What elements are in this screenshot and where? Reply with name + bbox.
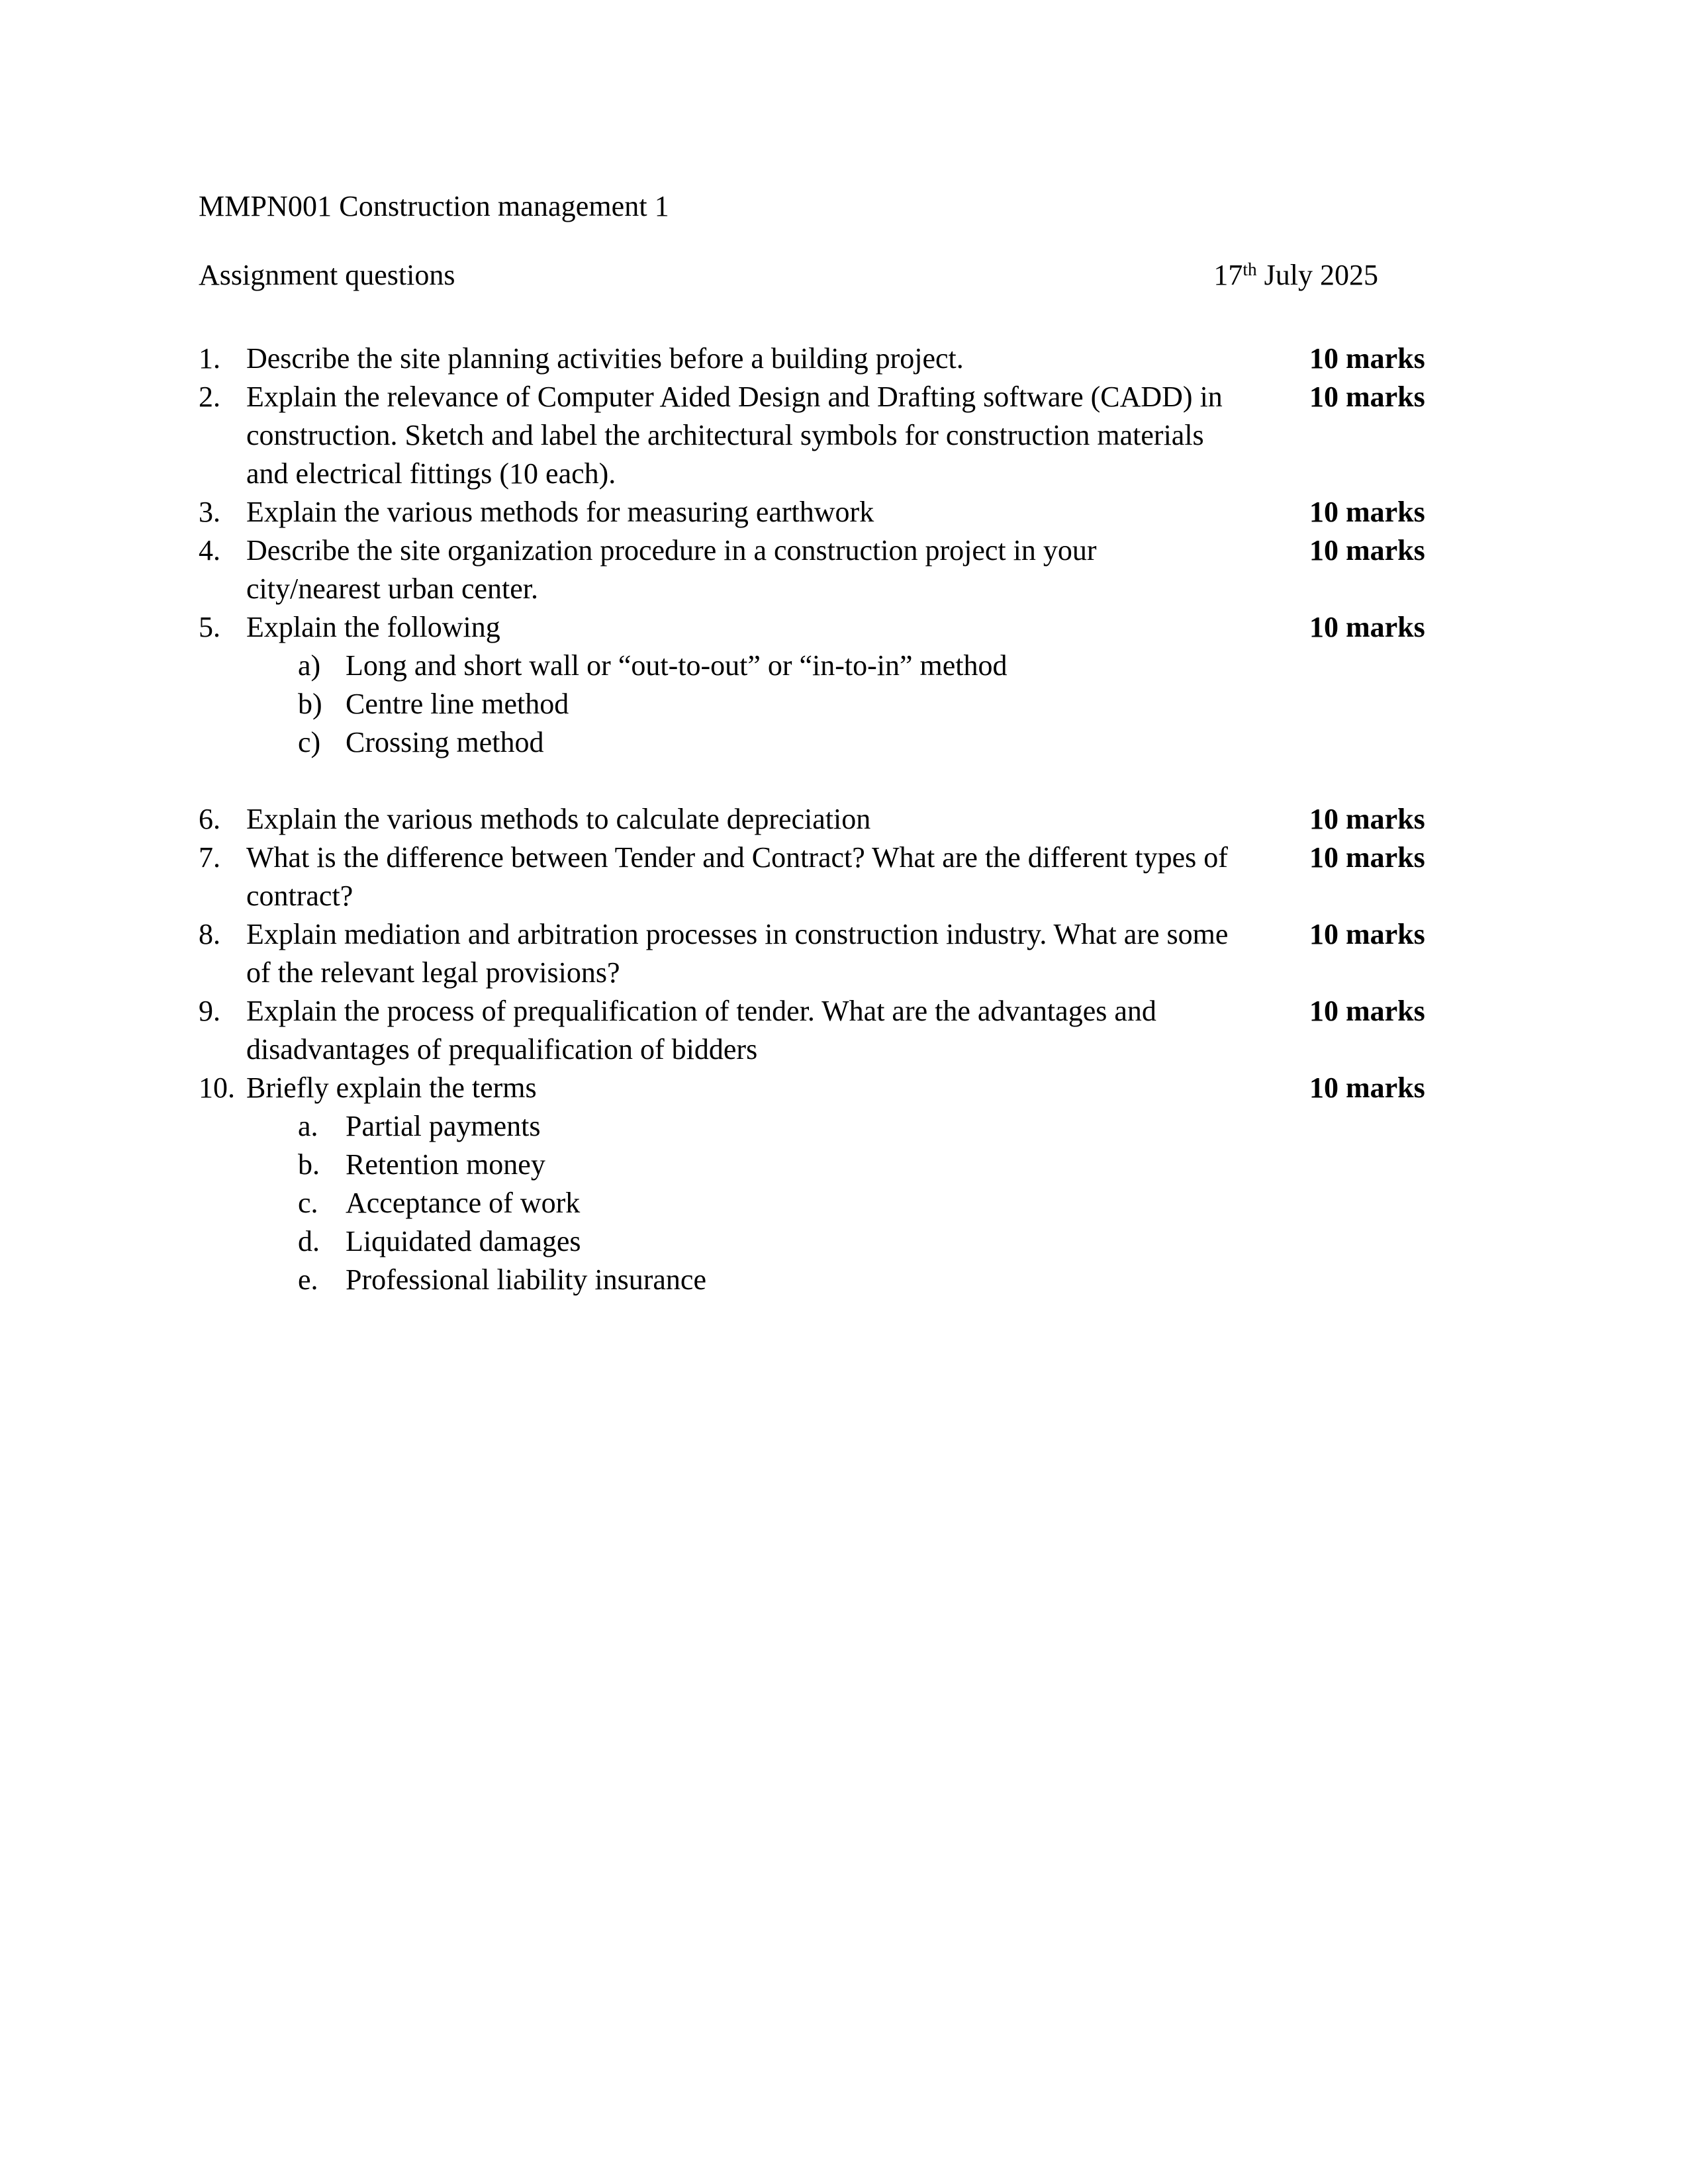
question-text: Explain the various methods to calculate depreciation bbox=[246, 803, 871, 835]
question-item bbox=[199, 608, 1456, 647]
assignment-header-row bbox=[199, 258, 1378, 292]
question-marks: 10 marks bbox=[1309, 803, 1425, 835]
question-item bbox=[199, 378, 1456, 493]
question-text: Explain the process of prequalification of tender. What are the advantages and disadvantages of prequalification of bidders bbox=[246, 995, 1156, 1066]
question-marks: 10 marks bbox=[1309, 342, 1425, 375]
question-number: 6. bbox=[199, 803, 220, 835]
sub-question-list bbox=[199, 1107, 1456, 1299]
question-text: Explain mediation and arbitration processes in construction industry. What are some of the relevant legal provisions? bbox=[246, 918, 1229, 989]
sub-question-marker: b. bbox=[298, 1148, 320, 1181]
question-text: Explain the various methods for measuring earthwork bbox=[246, 496, 874, 528]
question-number: 2. bbox=[199, 381, 220, 413]
course-title: MMPN001 Construction management 1 bbox=[199, 190, 669, 222]
sub-question-marker: c. bbox=[298, 1187, 318, 1219]
question-item bbox=[199, 839, 1456, 915]
question-item bbox=[199, 1069, 1456, 1107]
question-item bbox=[199, 531, 1456, 608]
page-content bbox=[199, 192, 1456, 1299]
question-text: Describe the site planning activities before a building project. bbox=[246, 342, 964, 375]
assignment-date bbox=[1213, 258, 1378, 292]
question-marks: 10 marks bbox=[1309, 1071, 1425, 1104]
question-item bbox=[199, 340, 1456, 378]
question-marks: 10 marks bbox=[1309, 611, 1425, 643]
date-month-year: July 2025 bbox=[1256, 259, 1378, 291]
question-item bbox=[199, 915, 1456, 992]
questions-list bbox=[199, 340, 1456, 1299]
question-item bbox=[199, 493, 1456, 531]
sub-question-item bbox=[199, 1184, 1456, 1222]
question-marks: 10 marks bbox=[1309, 534, 1425, 567]
sub-question-text: Liquidated damages bbox=[346, 1225, 581, 1257]
date-ordinal-suffix: th bbox=[1243, 259, 1257, 279]
sub-question-text: Retention money bbox=[346, 1148, 545, 1181]
question-body bbox=[199, 992, 1284, 1069]
sub-question-marker: c) bbox=[298, 726, 321, 758]
question-number: 1. bbox=[199, 342, 220, 375]
sub-question-item bbox=[199, 1146, 1456, 1184]
question-body bbox=[199, 1069, 1284, 1107]
question-number: 7. bbox=[199, 841, 220, 874]
question-marks: 10 marks bbox=[1309, 841, 1425, 874]
sub-question-marker: a) bbox=[298, 649, 321, 682]
sub-question-item bbox=[199, 685, 1456, 723]
sub-question-marker: b) bbox=[298, 688, 322, 720]
question-body bbox=[199, 608, 1284, 647]
question-text: Briefly explain the terms bbox=[246, 1071, 537, 1104]
question-body bbox=[199, 378, 1284, 493]
sub-question-marker: d. bbox=[298, 1225, 320, 1257]
sub-question-marker: e. bbox=[298, 1263, 318, 1296]
sub-question-text: Centre line method bbox=[346, 688, 569, 720]
sub-question-item bbox=[199, 1107, 1456, 1146]
sub-question-text: Acceptance of work bbox=[346, 1187, 581, 1219]
question-marks: 10 marks bbox=[1309, 381, 1425, 413]
question-marks: 10 marks bbox=[1309, 995, 1425, 1027]
question-item bbox=[199, 800, 1456, 839]
sub-question-item bbox=[199, 1222, 1456, 1261]
question-body bbox=[199, 340, 1284, 378]
sub-question-marker: a. bbox=[298, 1110, 318, 1142]
sub-question-text: Partial payments bbox=[346, 1110, 541, 1142]
question-body bbox=[199, 915, 1284, 992]
date-day: 17 bbox=[1213, 259, 1243, 291]
question-number: 8. bbox=[199, 918, 220, 950]
sub-question-list bbox=[199, 647, 1456, 762]
question-item bbox=[199, 992, 1456, 1069]
question-number: 3. bbox=[199, 496, 220, 528]
question-marks: 10 marks bbox=[1309, 496, 1425, 528]
assignment-subtitle: Assignment questions bbox=[199, 259, 455, 291]
sub-question-text: Long and short wall or “out-to-out” or “in-to-in” method bbox=[346, 649, 1008, 682]
question-text: Explain the following bbox=[246, 611, 500, 643]
question-text: What is the difference between Tender and Contract? What are the different types of contract? bbox=[246, 841, 1228, 912]
question-body bbox=[199, 800, 1284, 839]
question-number: 4. bbox=[199, 534, 220, 567]
question-body bbox=[199, 493, 1284, 531]
sub-question-text: Professional liability insurance bbox=[346, 1263, 706, 1296]
sub-question-text: Crossing method bbox=[346, 726, 544, 758]
question-marks: 10 marks bbox=[1309, 918, 1425, 950]
paragraph-spacer bbox=[199, 762, 1456, 800]
question-body bbox=[199, 839, 1284, 915]
question-text: Describe the site organization procedure in a construction project in your city/nearest urban center. bbox=[246, 534, 1097, 605]
question-number: 9. bbox=[199, 995, 220, 1027]
sub-question-item bbox=[199, 647, 1456, 685]
sub-question-item bbox=[199, 1261, 1456, 1299]
question-number: 5. bbox=[199, 611, 220, 643]
question-number: 10. bbox=[199, 1071, 235, 1104]
sub-question-item bbox=[199, 723, 1456, 762]
question-body bbox=[199, 531, 1284, 608]
question-text: Explain the relevance of Computer Aided Design and Drafting software (CADD) in construction. Sketch and label the architectural symbols for construction materials and electrical fittings (10 each). bbox=[246, 381, 1223, 490]
